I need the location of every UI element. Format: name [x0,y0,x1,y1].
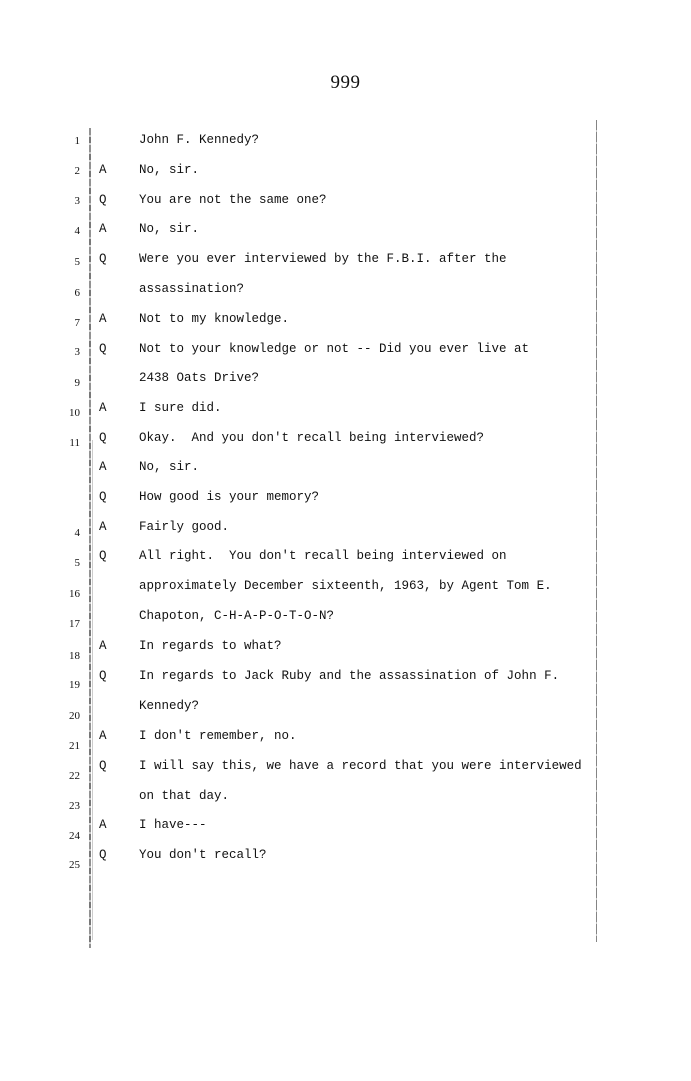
line-number: 24 [69,830,80,842]
line-number: 2 [74,165,80,177]
line-text: Not to your knowledge or not -- Did you ever live at [139,342,530,356]
line-number: 1 [74,135,80,147]
line-number: 21 [69,740,80,752]
speaker-label: A [99,520,107,534]
line-text: Chapoton, C-H-A-P-O-T-O-N? [139,609,335,623]
line-text: In regards to what? [139,639,282,653]
speaker-label: A [99,460,107,474]
line-text: How good is your memory? [139,490,320,504]
line-number: 9 [74,377,80,389]
line-number: 23 [69,800,80,812]
speaker-label: Q [99,431,107,445]
line-number: 3 [74,346,80,358]
line-number: 11 [69,437,80,449]
line-text: You are not the same one? [139,193,327,207]
line-number: 4 [74,225,80,237]
line-text: Okay. And you don't recall being interviewed? [139,431,485,445]
line-text: No, sir. [139,460,200,474]
line-text: Kennedy? [139,699,200,713]
line-text: I have--- [139,818,207,832]
line-number: 10 [69,407,80,419]
line-text: Not to my knowledge. [139,312,290,326]
line-text: assassination? [139,282,245,296]
speaker-label: Q [99,759,107,773]
line-number: 17 [69,618,80,630]
line-text: In regards to Jack Ruby and the assassination of John F. [139,669,560,683]
line-text: All right. You don't recall being interviewed on [139,549,507,563]
speaker-label: Q [99,490,107,504]
line-text: I will say this, we have a record that you were interviewed [139,759,582,773]
line-number: 4 [74,527,80,539]
line-number: 7 [74,317,80,329]
speaker-label: A [99,222,107,236]
line-text: 2438 Oats Drive? [139,371,260,385]
line-text: Fairly good. [139,520,230,534]
speaker-label: Q [99,193,107,207]
line-number: 5 [74,557,80,569]
speaker-label: A [99,312,107,326]
line-number: 25 [69,859,80,871]
line-text: No, sir. [139,163,200,177]
speaker-label: A [99,639,107,653]
speaker-label: Q [99,342,107,356]
line-text: Were you ever interviewed by the F.B.I. after the [139,252,507,266]
line-number: 19 [69,679,80,691]
speaker-label: A [99,401,107,415]
speaker-label: Q [99,252,107,266]
line-number: 18 [69,650,80,662]
line-text: I don't remember, no. [139,729,297,743]
line-text: approximately December sixteenth, 1963, by Agent Tom E. [139,579,552,593]
line-text: I sure did. [139,401,222,415]
speaker-label: A [99,729,107,743]
line-text: You don't recall? [139,848,267,862]
line-number: 20 [69,710,80,722]
speaker-label: A [99,163,107,177]
speaker-label: A [99,818,107,832]
line-text: No, sir. [139,222,200,236]
line-number: 16 [69,588,80,600]
line-text: on that day. [139,789,230,803]
speaker-label: Q [99,549,107,563]
speaker-label: Q [99,669,107,683]
line-text: John F. Kennedy? [139,133,260,147]
page-number: 999 [330,72,361,93]
line-number: 6 [74,287,80,299]
line-number: 5 [74,256,80,268]
line-number: 22 [69,770,80,782]
speaker-label: Q [99,848,107,862]
line-number: 3 [74,195,80,207]
